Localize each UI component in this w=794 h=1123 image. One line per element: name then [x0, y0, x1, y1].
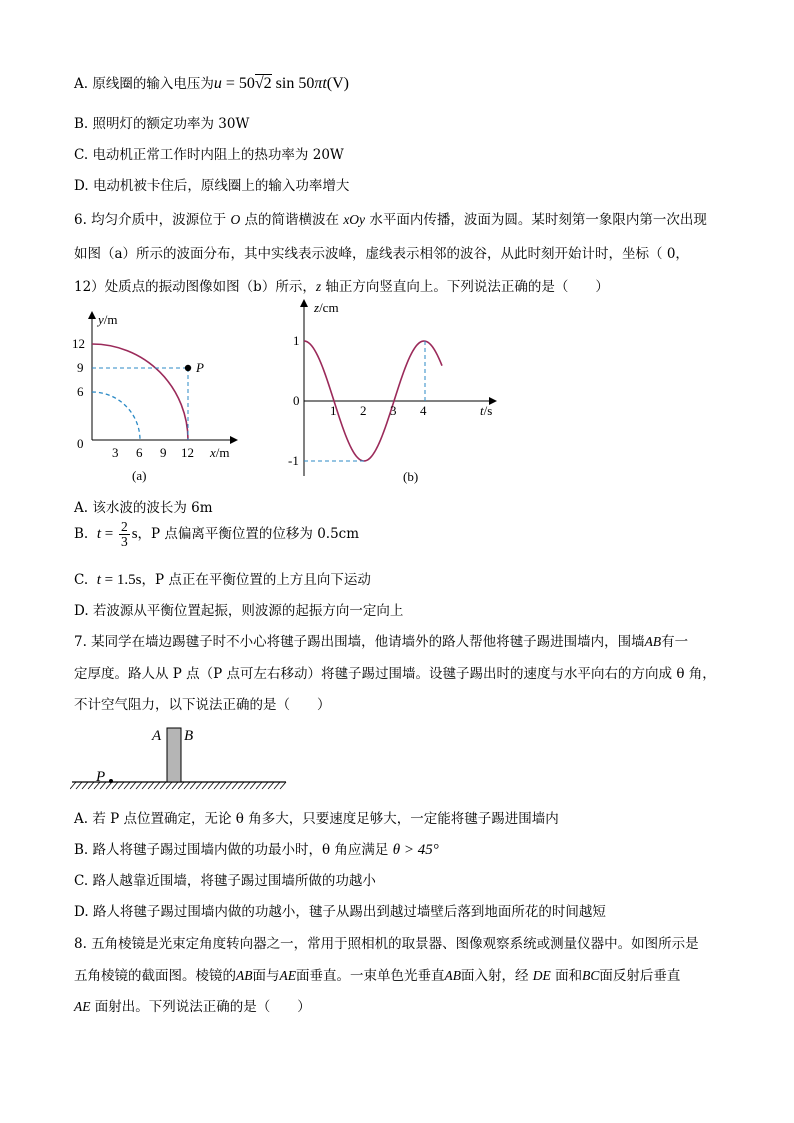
q5-option-c: C. 电动机正常工作时内阻上的热功率为 20W: [74, 147, 344, 163]
hatch-mark: [202, 782, 208, 789]
hatch-mark: [232, 782, 238, 789]
hatch-mark: [154, 782, 160, 789]
hatch-mark: [130, 782, 136, 789]
hatch-mark: [280, 782, 286, 789]
sqrt-symbol: √2: [254, 75, 272, 92]
hatch-mark: [196, 782, 202, 789]
wall-label-b: B: [184, 728, 194, 744]
hatch-mark: [142, 782, 148, 789]
point-p-label: P: [196, 360, 204, 375]
hatch-mark: [226, 782, 232, 789]
q5-option-d: D. 电动机被卡住后，原线圈上的输入功率增大: [74, 178, 350, 194]
hatch-mark: [70, 782, 76, 789]
t-tick-4: 4: [420, 403, 427, 418]
q6-option-d: D. 若波源从平衡位置起振，则波源的起振方向一定向上: [74, 603, 404, 619]
hatch-mark: [238, 782, 244, 789]
point-p-dot: [109, 779, 113, 783]
x-tick-9: 9: [160, 445, 167, 460]
hatch-mark: [268, 782, 274, 789]
q6-option-c: C. t = 1.5s，P 点正在平衡位置的上方且向下运动: [74, 572, 371, 588]
hatch-mark: [148, 782, 154, 789]
t-tick-3: 3: [390, 403, 397, 418]
q8-stem-line3: AE 面射出。下列说法正确的是（ ）: [74, 999, 311, 1015]
q8-stem-line2: 五角棱镜的截面图。棱镜的AB面与AE面垂直。一束单色光垂直AB面入射，经 DE 面和BC面反射后垂直: [74, 968, 681, 984]
y-tick-9: 9: [77, 360, 84, 375]
figure-a-wavefront: [60, 308, 270, 493]
hatch-mark: [208, 782, 214, 789]
hatch-mark: [274, 782, 280, 789]
hatch-mark: [166, 782, 172, 789]
q6-option-b: B. t = $\frac{2}{3}$ s，P 点偏离平衡位置的位移为 0.5cm: [74, 519, 360, 549]
hatch-mark: [88, 782, 94, 789]
x-tick-3: 3: [112, 445, 119, 460]
q6-stem-line3: 12）处质点的振动图像如图（b）所示，z 轴正方向竖直向上。下列说法正确的是（ ）: [74, 279, 609, 295]
q8-stem-line1: 8. 五角棱镜是光束定角度转向器之一，常用于照相机的取景器、图像观察系统或测量仪器中。如图所示是: [74, 936, 699, 952]
hatch-mark: [214, 782, 220, 789]
hatch-mark: [256, 782, 262, 789]
hatch-mark: [106, 782, 112, 789]
figure-wall: [70, 718, 300, 798]
y-axis-label: y/m: [98, 312, 118, 327]
y-tick-12: 12: [72, 336, 85, 351]
figure-a-caption: (a): [132, 468, 147, 483]
hatch-mark: [112, 782, 118, 789]
q7-option-c: C. 路人越靠近围墙，将毽子踢过围墙所做的功越小: [74, 873, 376, 889]
y-tick-6: 6: [77, 384, 84, 399]
q5-option-b: B. 照明灯的额定功率为 30W: [74, 116, 250, 132]
hatch-mark: [262, 782, 268, 789]
hatch-mark: [82, 782, 88, 789]
q7-stem-line2: 定厚度。路人从 P 点（P 点可左右移动）将毽子踢过围墙。设毽子踢出时的速度与水平向右的方向成 θ 角，: [74, 666, 716, 682]
hatch-mark: [190, 782, 196, 789]
x-axis-label: x/m: [210, 445, 230, 460]
q7-option-b: B. 路人将毽子踢过围墙内做的功最小时，θ 角应满足 θ > 45°: [74, 842, 439, 858]
wall-ab: [167, 728, 181, 782]
q7-option-a: A. 若 P 点位置确定，无论 θ 角多大，只要速度足够大，一定能将毽子踢进围墙内: [74, 811, 559, 827]
point-p: [185, 365, 191, 371]
hatch-mark: [250, 782, 256, 789]
t-axis-label: t/s: [480, 403, 493, 418]
wall-label-a: A: [152, 728, 162, 744]
y-tick-0: 0: [77, 436, 84, 451]
figure-b-caption: (b): [403, 469, 419, 484]
q6-option-a: A. 该水波的波长为 6m: [74, 500, 213, 516]
hatch-mark: [172, 782, 178, 789]
hatch-mark: [136, 782, 142, 789]
z-axis-label: z/cm: [314, 300, 339, 315]
hatch-mark: [160, 782, 166, 789]
wave-crest-arc: [92, 344, 188, 440]
q7-stem-line3: 不计空气阻力，以下说法正确的是（ ）: [74, 697, 331, 713]
hatch-mark: [184, 782, 190, 789]
z-tick-0: 0: [293, 393, 300, 408]
hatch-mark: [220, 782, 226, 789]
fraction-two-thirds: $\frac{2}{3}$: [120, 519, 128, 549]
z-tick-1: 1: [293, 333, 300, 348]
wave-trough-arc: [92, 392, 140, 440]
hatch-mark: [76, 782, 82, 789]
t-tick-1: 1: [330, 403, 337, 418]
q7-stem-line1: 7. 某同学在墙边踢毽子时不小心将毽子踢出围墙，他请墙外的路人帮他将毽子踢进围墙内，围墙AB有一: [74, 634, 689, 650]
t-tick-2: 2: [360, 403, 367, 418]
hatch-mark: [178, 782, 184, 789]
z-tick-neg1: -1: [288, 453, 299, 468]
hatch-mark: [244, 782, 250, 789]
q7-option-d: D. 路人将毽子踢过围墙内做的功越小，毽子从踢出到越过墙壁后落到地面所花的时间越短: [74, 904, 606, 920]
x-tick-6: 6: [136, 445, 143, 460]
x-tick-12: 12: [181, 445, 194, 460]
point-p-label: P: [96, 769, 106, 785]
figure-b-vibration-graph: [285, 296, 505, 493]
hatch-mark: [124, 782, 130, 789]
q6-stem-line2: 如图（a）所示的波面分布，其中实线表示波峰，虚线表示相邻的波谷，从此时刻开始计时，坐标（ 0，: [74, 246, 689, 262]
q5-option-a: A. 原线圈的输入电压为u = 50√2 sin 50πt(V): [74, 75, 350, 92]
hatch-mark: [118, 782, 124, 789]
q6-stem-line1: 6. 均匀介质中，波源位于 O 点的简谐横波在 xOy 水平面内传播，波面为圆。某时刻第一象限内第一次出现: [74, 212, 707, 228]
